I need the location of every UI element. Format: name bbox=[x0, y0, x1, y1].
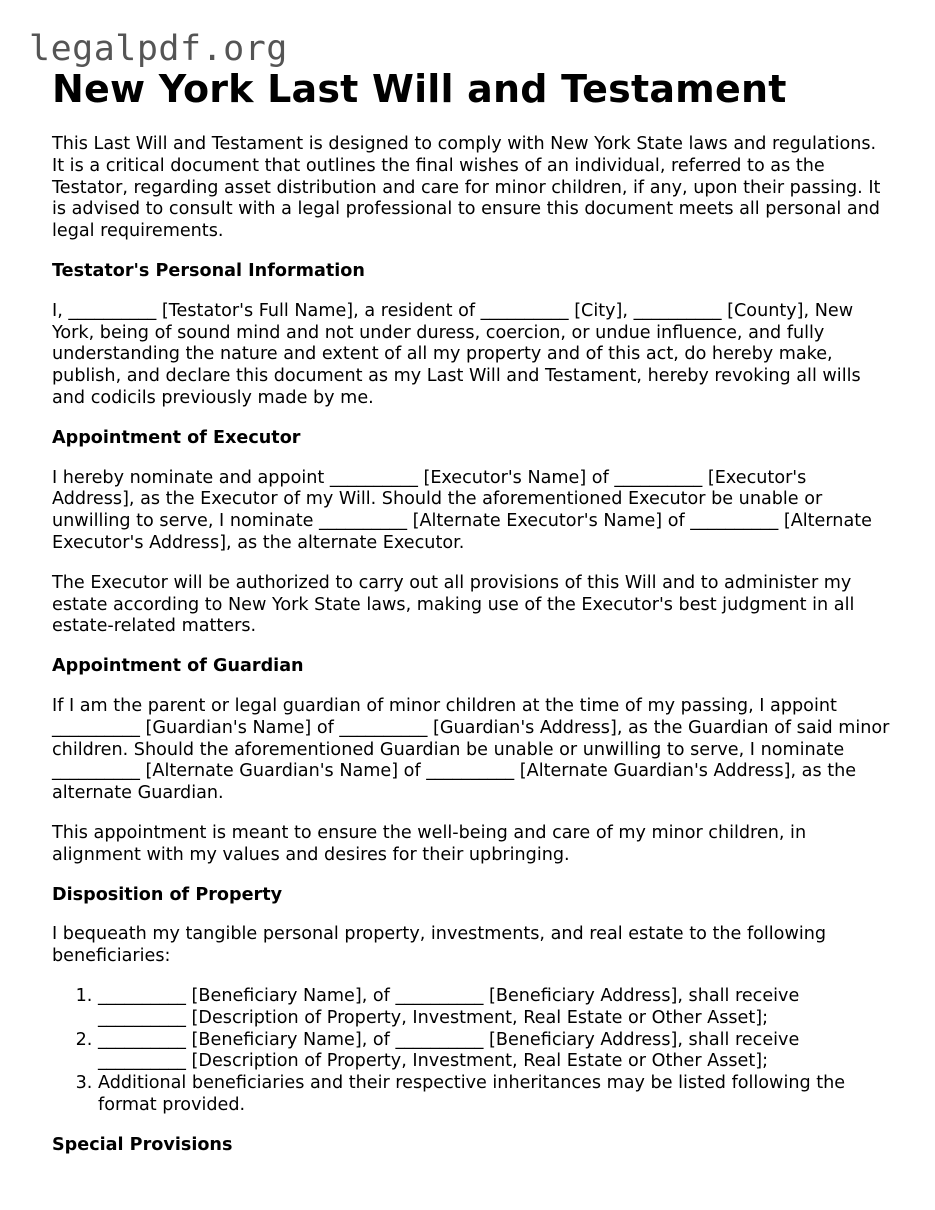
list-item: 3. Additional beneficiaries and their respective inheritances may be listed following the format provided. bbox=[98, 1073, 892, 1117]
executor-paragraph: I hereby nominate and appoint __________ [Executor's Name] of __________ [Executor's Address], as the Executor of my Will. Should the aforementioned Executor be unable or unwilling to serve, I nominate __________ [Alternate Executor's Name] of __________ [Alternate Executor's Address], as the alternate Executor. bbox=[52, 467, 872, 553]
heading-personal-information: Testator's Personal Information bbox=[52, 260, 365, 281]
document-title: New York Last Will and Testament bbox=[52, 67, 787, 111]
heading-guardian: Appointment of Guardian bbox=[52, 656, 304, 677]
watermark-logo: legalpdf.org bbox=[29, 29, 288, 69]
document-page bbox=[52, 66, 892, 1156]
intro-paragraph: This Last Will and Testament is designed to comply with New York State laws and regulations. It is a critical document that outlines the final wishes of an individual, referred to as the Testator, regarding asset distribution and care for minor children, if any, upon their passing. It is advised to consult with a legal professional to ensure this document meets all personal and legal requirements. bbox=[52, 134, 881, 242]
guardian-paragraph: If I am the parent or legal guardian of minor children at the time of my passing, I appoint __________ [Guardian's Name] of __________ [Guardian's Address], as the Guardian of said minor children. Should the aforementioned Guardian be unable or unwilling to serve, I nominate __________ [Alternate Guardian's Name] of __________ [Alternate Guardian's Address], as the alternate Guardian. bbox=[52, 695, 890, 804]
personal-information-paragraph: I, __________ [Testator's Full Name], a resident of __________ [City], __________ [County], New York, being of sound mind and not under duress, coercion, or undue influence, and fully understanding the nature and extent of all my property and of this act, do hereby make, publish, and declare this document as my Last Will and Testament, hereby revoking all wills and codicils previously made by me. bbox=[52, 300, 861, 408]
heading-disposition-of-property: Disposition of Property bbox=[52, 884, 283, 905]
executor-authority-paragraph: The Executor will be authorized to carry out all provisions of this Will and to administer my estate according to New York State laws, making use of the Executor's best judgment in all estate-related matters. bbox=[52, 572, 855, 637]
beneficiary-list bbox=[52, 986, 892, 1117]
list-item: 1. __________ [Beneficiary Name], of __________ [Beneficiary Address], shall receive __________ [Description of Property, Investment, Real Estate or Other Asset]; bbox=[98, 986, 892, 1030]
heading-special-provisions: Special Provisions bbox=[52, 1134, 233, 1155]
property-intro-paragraph: I bequeath my tangible personal property, investments, and real estate to the following beneficiaries: bbox=[52, 924, 827, 967]
list-item: 2. __________ [Beneficiary Name], of __________ [Beneficiary Address], shall receive __________ [Description of Property, Investment, Real Estate or Other Asset]; bbox=[98, 1030, 892, 1074]
guardian-purpose-paragraph: This appointment is meant to ensure the well-being and care of my minor children, in alignment with my values and desires for their upbringing. bbox=[52, 822, 807, 865]
heading-executor: Appointment of Executor bbox=[52, 427, 301, 448]
